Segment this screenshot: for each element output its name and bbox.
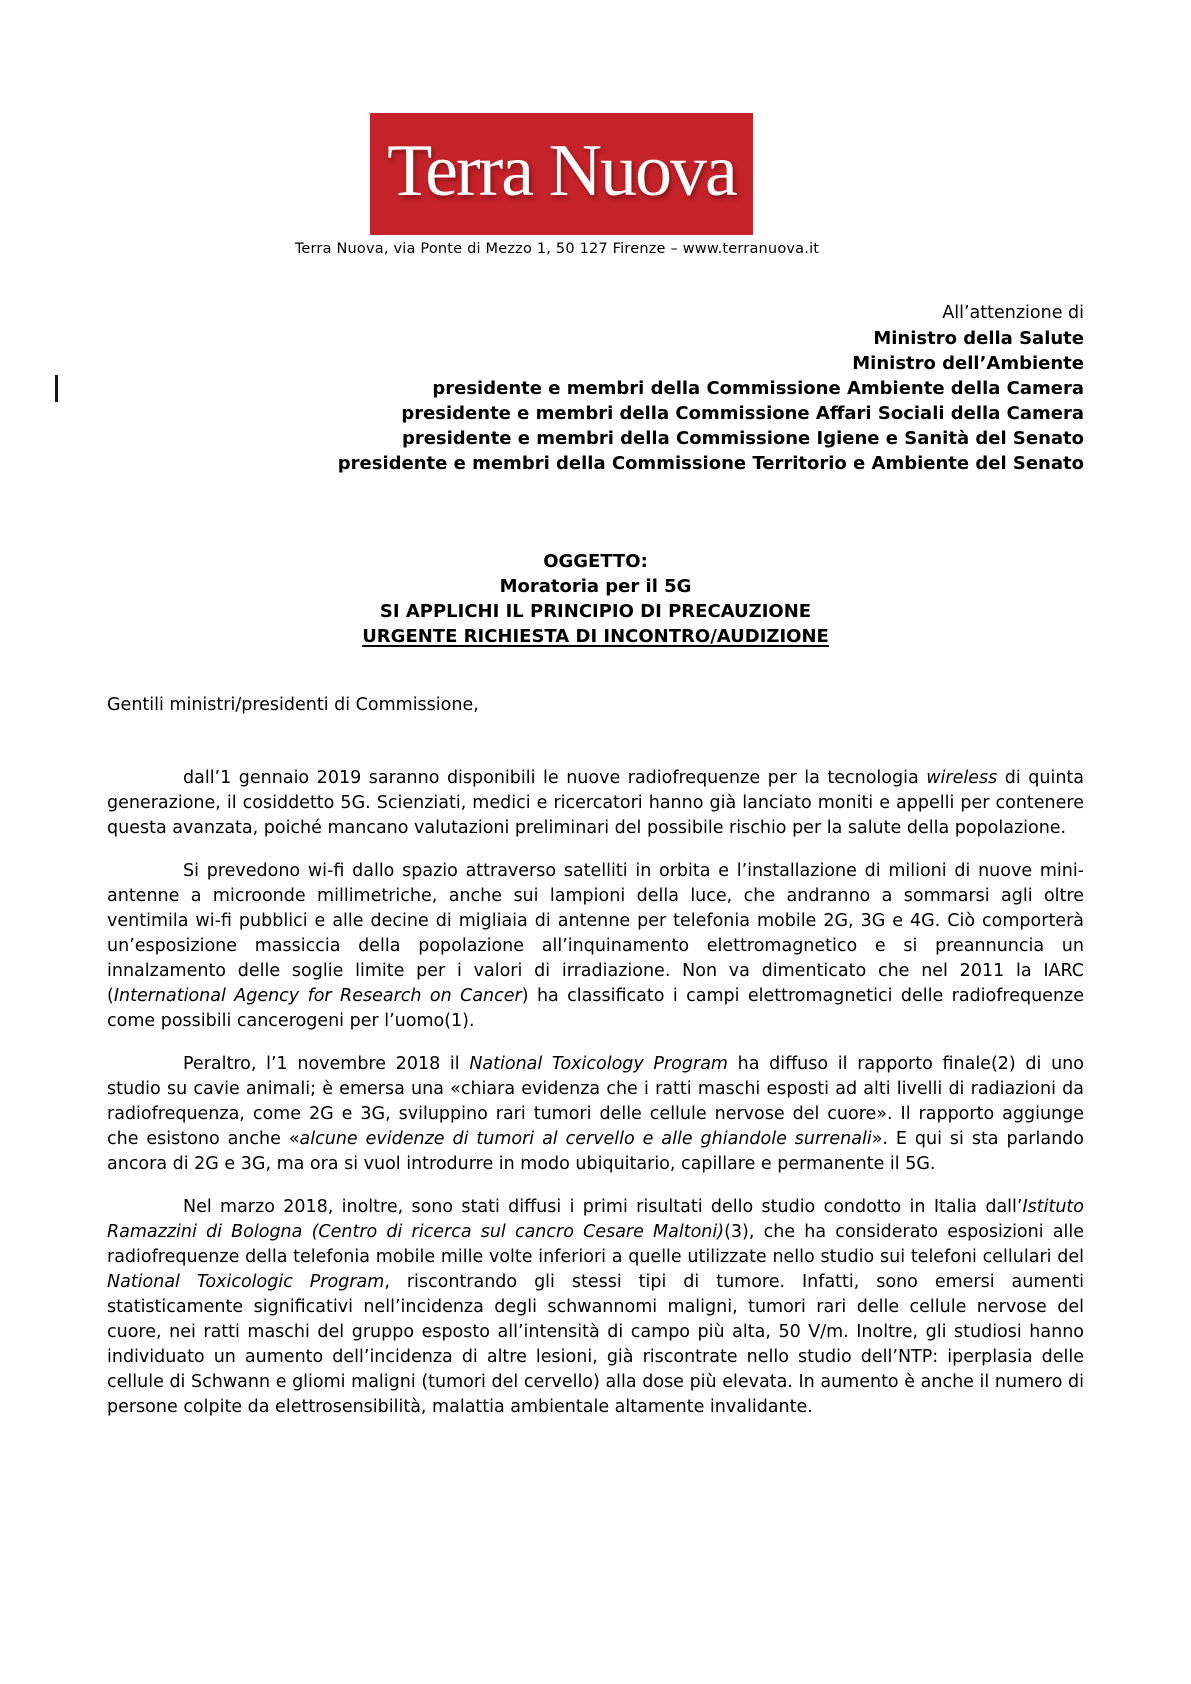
paragraph-2: Si prevedono wi-fi dallo spazio attraverso satelliti in orbita e l’installazione di milioni di nuove mini-antenne a microonde millimetriche, anche sui lampioni della luce, che andranno a sommarsi agli oltre ventimila wi-fi pubblici e alle decine di migliaia di antenne per telefonia mobile 2G, 3G e 4G. Ciò comporterà un’esposizione massiccia della popolazione all’inquinamento elettromagnetico e si preannuncia un innalzamento delle soglie limite per i valori di irradiazione. Non va dimenticato che nel 2011 la IARC (International Agency for Research on Cancer) ha classificato i campi elettromagnetici delle radiofrequenze come possibili cancerogeni per l’uomo(1). — [107, 861, 1084, 1031]
logo-wordmark: Terra Nuova — [387, 129, 736, 212]
recipient-line-commissione-ambiente-camera: presidente e membri della Commissione Ambiente della Camera — [432, 378, 1084, 399]
recipient-line-commissione-affari-sociali: presidente e membri della Commissione Affari Sociali della Camera — [401, 403, 1084, 424]
subject-label: OGGETTO: — [543, 551, 648, 572]
recipient-line-commissione-igiene-sanita: presidente e membri della Commissione Igiene e Sanità del Senato — [401, 428, 1084, 449]
paragraph-3: Peraltro, l’1 novembre 2018 il National Toxicology Program ha diffuso il rapporto finale(2) di uno studio su cavie animali; è emersa una «chiara evidenza che i ratti maschi esposti ad alti livelli di radiazioni da radiofrequenza, come 2G e 3G, sviluppino rari tumori delle cellule nervose del cuore». Il rapporto aggiunge che esistono anche «alcune evidenze di tumori al cervello e alle ghiandole surrenali». E qui si sta parlando ancora di 2G e 3G, ma ora si vuol introdurre in modo ubiquitario, capillare e permanente il 5G. — [107, 1054, 1084, 1174]
subject-block — [107, 549, 1084, 649]
recipient-line-commissione-territorio: presidente e membri della Commissione Territorio e Ambiente del Senato — [337, 453, 1084, 474]
greeting-line: Gentili ministri/presidenti di Commissione, — [107, 695, 479, 715]
recipient-line-salute: Ministro della Salute — [873, 328, 1084, 349]
recipient-line-ambiente: Ministro dell’Ambiente — [852, 353, 1084, 374]
paragraph-4: Nel marzo 2018, inoltre, sono stati diffusi i primi risultati dello studio condotto in Italia dall’Istituto Ramazzini di Bologna (Centro di ricerca sul cancro Cesare Maltoni)(3), che ha considerato esposizioni alle radiofrequenze della telefonia mobile mille volte inferiori a quelle utilizzate nello studio sui telefoni cellulari del National Toxicologic Program, riscontrando gli stessi tipi di tumore. Infatti, sono emersi aumenti statisticamente significativi nell’incidenza degli schwannomi maligni, tumori rari delle cellule nervose del cuore, nei ratti maschi del gruppo esposto all’intensità di campo più alta, 50 V/m. Inoltre, gli studiosi hanno individuato un aumento dell’incidenza di altre lesioni, già riscontrate nello studio dell’NTP: iperplasia delle cellule di Schwann e gliomi maligni (tumori del cervello) alla dose più elevata. In aumento è anche il numero di persone colpite da elettrosensibilità, malattia ambientale altamente invalidante. — [107, 1197, 1084, 1417]
terra-nuova-logo — [370, 113, 753, 235]
subject-title: Moratoria per il 5G — [499, 576, 692, 597]
subject-principle-line: SI APPLICHI IL PRINCIPIO DI PRECAUZIONE — [379, 601, 812, 622]
revision-bar — [55, 375, 58, 402]
paragraph-1: dall’1 gennaio 2019 saranno disponibili le nuove radiofrequenze per la tecnologia wireless di quinta generazione, il cosiddetto 5G. Scienziati, medici e ricercatori hanno già lanciato moniti e appelli per contenere questa avanzata, poiché mancano valutazioni preliminari del possibile rischio per la salute della popolazione. — [107, 768, 1085, 838]
subject-urgent-request-line: URGENTE RICHIESTA DI INCONTRO/AUDIZIONE — [362, 626, 829, 647]
attention-line: All’attenzione di — [942, 303, 1084, 323]
recipient-block — [107, 301, 1084, 476]
letter-body — [107, 766, 1084, 1438]
letterhead-address: Terra Nuova, via Ponte di Mezzo 1, 50 127 Firenze – www.terranuova.it — [294, 241, 820, 257]
